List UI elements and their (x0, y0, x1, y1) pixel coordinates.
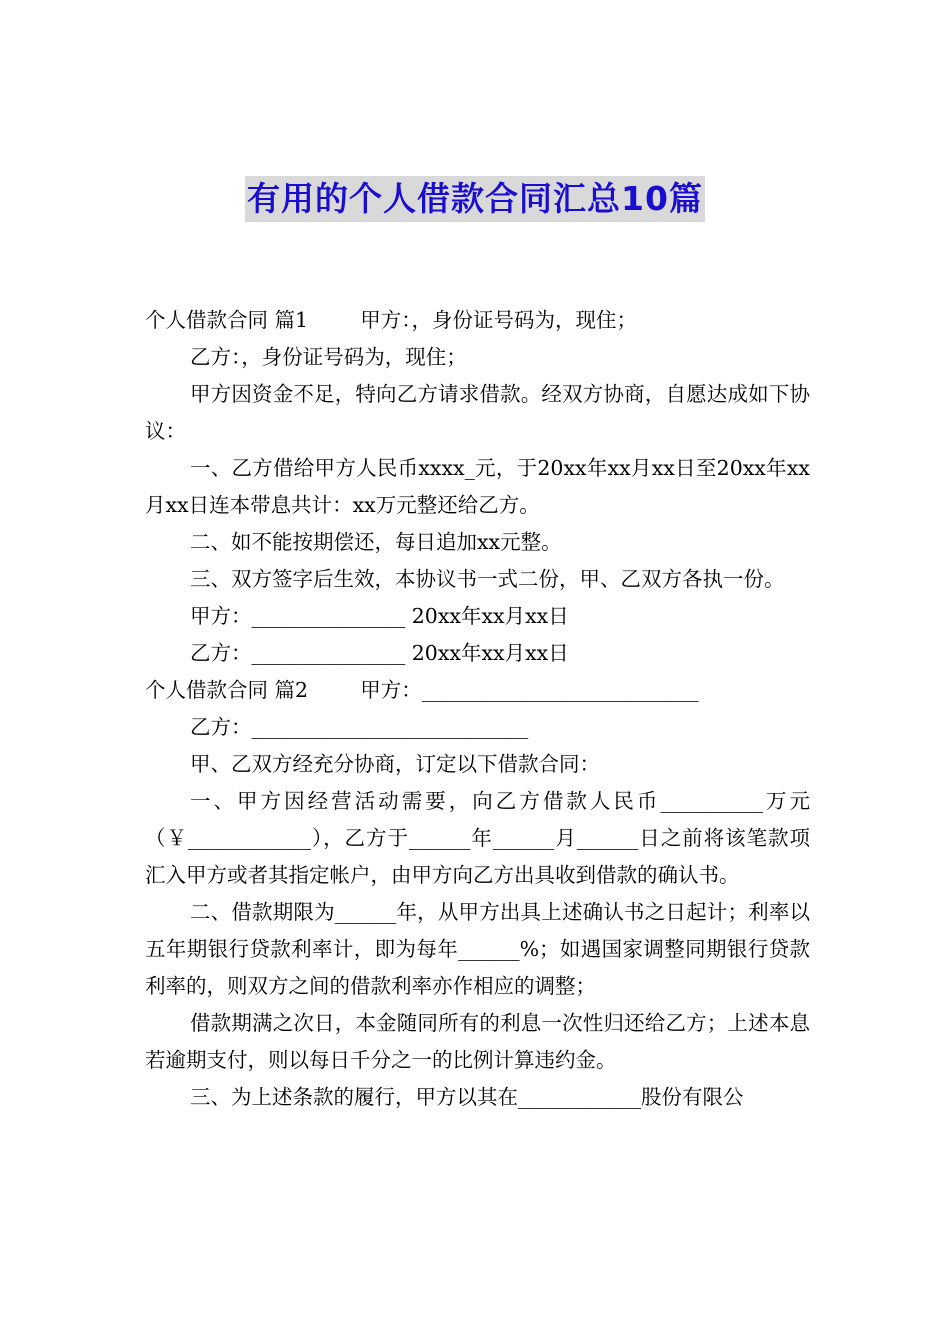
body-paragraph: 三、双方签字后生效，本协议书一式二份，甲、乙双方各执一份。 (190, 567, 785, 591)
body-paragraph: 乙方：_______________ 20xx年xx月xx日 (190, 641, 569, 665)
section-heading-paragraph: 个人借款合同 篇2 甲方：___________________________ (145, 678, 699, 702)
body-paragraph: 二、借款期限为______年，从甲方出具上述确认书之日起计；利率以五年期银行贷款利率计，即为每年______%；如遇国家调整同期银行贷款利率的，则双方之间的借款利率亦作相应的调整； (145, 900, 810, 998)
document-body (145, 302, 810, 1116)
body-paragraph: 二、如不能按期偿还，每日追加xx元整。 (190, 530, 562, 554)
body-paragraph: 甲方：_______________ 20xx年xx月xx日 (190, 604, 569, 628)
body-paragraph: 甲方因资金不足，特向乙方请求借款。经双方协商，自愿达成如下协议： (145, 382, 810, 443)
body-paragraph: 乙方：，身份证号码为，现住； (190, 345, 467, 369)
section-heading-paragraph: 个人借款合同 篇1 甲方：，身份证号码为，现住； (145, 308, 637, 332)
body-paragraph: 甲、乙双方经充分协商，订定以下借款合同： (190, 752, 600, 776)
body-paragraph: 乙方：___________________________ (190, 715, 529, 739)
body-paragraph: 三、为上述条款的履行，甲方以其在____________股份有限公 (190, 1085, 744, 1109)
title-container (0, 176, 950, 222)
page-title: 有用的个人借款合同汇总10篇 (245, 176, 705, 222)
body-paragraph: 一、甲方因经营活动需要，向乙方借款人民币__________万元（￥____________），乙方于______年______月______日之前将该笔款项汇入甲方或者其指定帐户，由甲方向乙方出具收到借款的确认书。 (145, 789, 810, 887)
body-paragraph: 借款期满之次日，本金随同所有的利息一次性归还给乙方；上述本息若逾期支付，则以每日千分之一的比例计算违约金。 (145, 1011, 810, 1072)
body-paragraph: 一、乙方借给甲方人民币xxxx_元，于20xx年xx月xx日至20xx年xx月xx日连本带息共计：xx万元整还给乙方。 (145, 456, 810, 517)
